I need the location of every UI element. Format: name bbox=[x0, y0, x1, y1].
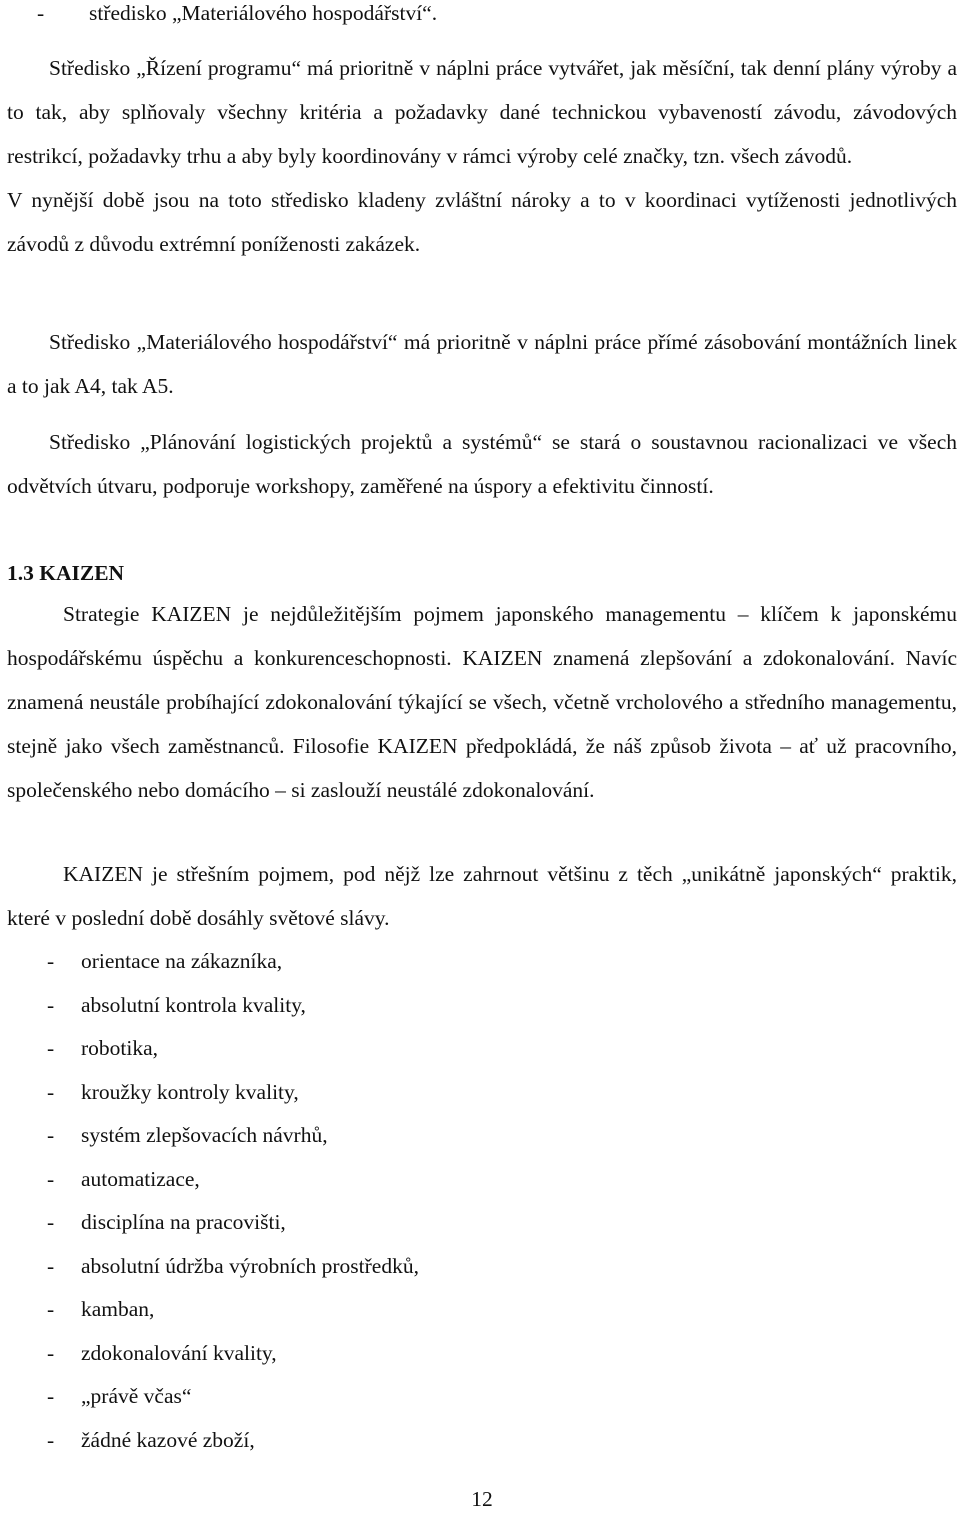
list-dash: - bbox=[47, 1384, 55, 1408]
list-dash: - bbox=[47, 1253, 55, 1278]
list-item bbox=[7, 940, 419, 984]
list-item-text: „právě včas“ bbox=[81, 1384, 192, 1408]
paragraph-planovani-logistiky: Středisko „Plánování logistických projektů a systémů“ se stará o soustavnou racionalizaci ve všech odvětvích útvaru, podporuje workshopy, zaměřené na úspory a efektivitu činností. bbox=[7, 430, 957, 498]
list-item-text: systém zlepšovacích návrhů, bbox=[81, 1123, 328, 1147]
paragraph-kaizen-strategie: Strategie KAIZEN je nejdůležitějším pojmem japonského managementu – klíčem k japonskému hospodářskému úspěchu a konkurenceschopnosti. KAIZEN znamená zlepšování a zdokonalování. Navíc znamená neustále probíhající zdokonalování týkající se všech, včetně vrcholového a středního managementu, stejně jako všech zaměstnanců. Filosofie KAIZEN předpokládá, že náš způsob života – ať už pracovního, společenského nebo domácího – si zaslouží neustálé zdokonalování. bbox=[7, 602, 957, 802]
list-item bbox=[7, 1201, 419, 1245]
list-item bbox=[7, 1158, 419, 1202]
list-item bbox=[7, 1419, 419, 1463]
list-dash: - bbox=[47, 949, 55, 973]
list-item bbox=[7, 0, 437, 36]
list-dash: - bbox=[47, 1079, 55, 1104]
paragraph-rizeni-programu: Středisko „Řízení programu“ má prioritně v náplni práce vytvářet, jak měsíční, tak denní plány výroby a to tak, aby splňovaly všechny kritéria a požadavky dané technickou vybaveností závodu, závodových restrikcí, požadavky trhu a aby byly koordinovány v rámci výroby celé značky, tzn. všech závodů. bbox=[7, 56, 957, 168]
list-item-text: středisko „Materiálového hospodářství“. bbox=[89, 1, 438, 25]
list-dash: - bbox=[47, 992, 55, 1017]
list-item bbox=[7, 1027, 419, 1071]
list-item bbox=[7, 1114, 419, 1158]
list-dash: - bbox=[47, 1297, 55, 1321]
list-dash: - bbox=[47, 1427, 55, 1452]
list-item bbox=[7, 1375, 419, 1419]
list-item-text: absolutní kontrola kvality, bbox=[81, 992, 306, 1017]
page-number: 12 bbox=[471, 1487, 493, 1511]
list-item-text: automatizace, bbox=[81, 1166, 200, 1191]
list-item-text: absolutní údržba výrobních prostředků, bbox=[81, 1253, 419, 1278]
document-page bbox=[7, 0, 957, 1509]
list-item bbox=[7, 1245, 419, 1289]
list-item bbox=[7, 1332, 419, 1376]
list-item-text: zdokonalování kvality, bbox=[81, 1340, 277, 1365]
list-dash: - bbox=[47, 1166, 55, 1191]
paragraph-kaizen-pojem: KAIZEN je střešním pojmem, pod nějž lze zahrnout většinu z těch „unikátně japonských“ praktik, které v poslední době dosáhly světové slávy. bbox=[7, 862, 957, 930]
list-dash: - bbox=[47, 1036, 55, 1060]
section-heading: 1.3 KAIZEN bbox=[7, 561, 125, 585]
paragraph-materialove-hospodarstvi: Středisko „Materiálového hospodářství“ má prioritně v náplni práce přímé zásobování montážních linek a to jak A4, tak A5. bbox=[7, 330, 957, 398]
list-item-text: disciplína na pracovišti, bbox=[81, 1210, 286, 1234]
list-dash: - bbox=[37, 1, 45, 25]
list-item-text: robotika, bbox=[81, 1036, 159, 1060]
list-dash: - bbox=[47, 1210, 55, 1234]
list-item-text: kroužky kontroly kvality, bbox=[81, 1079, 299, 1104]
list-item bbox=[7, 984, 419, 1028]
list-dash: - bbox=[47, 1340, 55, 1365]
list-item bbox=[7, 1288, 419, 1332]
paragraph-narocnost: V nynější době jsou na toto středisko kladeny zvláštní nároky a to v koordinaci vytíženosti jednotlivých závodů z důvodu extrémní poníženosti zakázek. bbox=[7, 188, 957, 256]
list-item-text: žádné kazové zboží, bbox=[81, 1427, 255, 1452]
list-item-text: kamban, bbox=[81, 1297, 155, 1321]
list-dash: - bbox=[47, 1123, 55, 1147]
kaizen-practices-list bbox=[7, 940, 419, 1462]
list-item-text: orientace na zákazníka, bbox=[81, 949, 283, 973]
list-item bbox=[7, 1071, 419, 1115]
